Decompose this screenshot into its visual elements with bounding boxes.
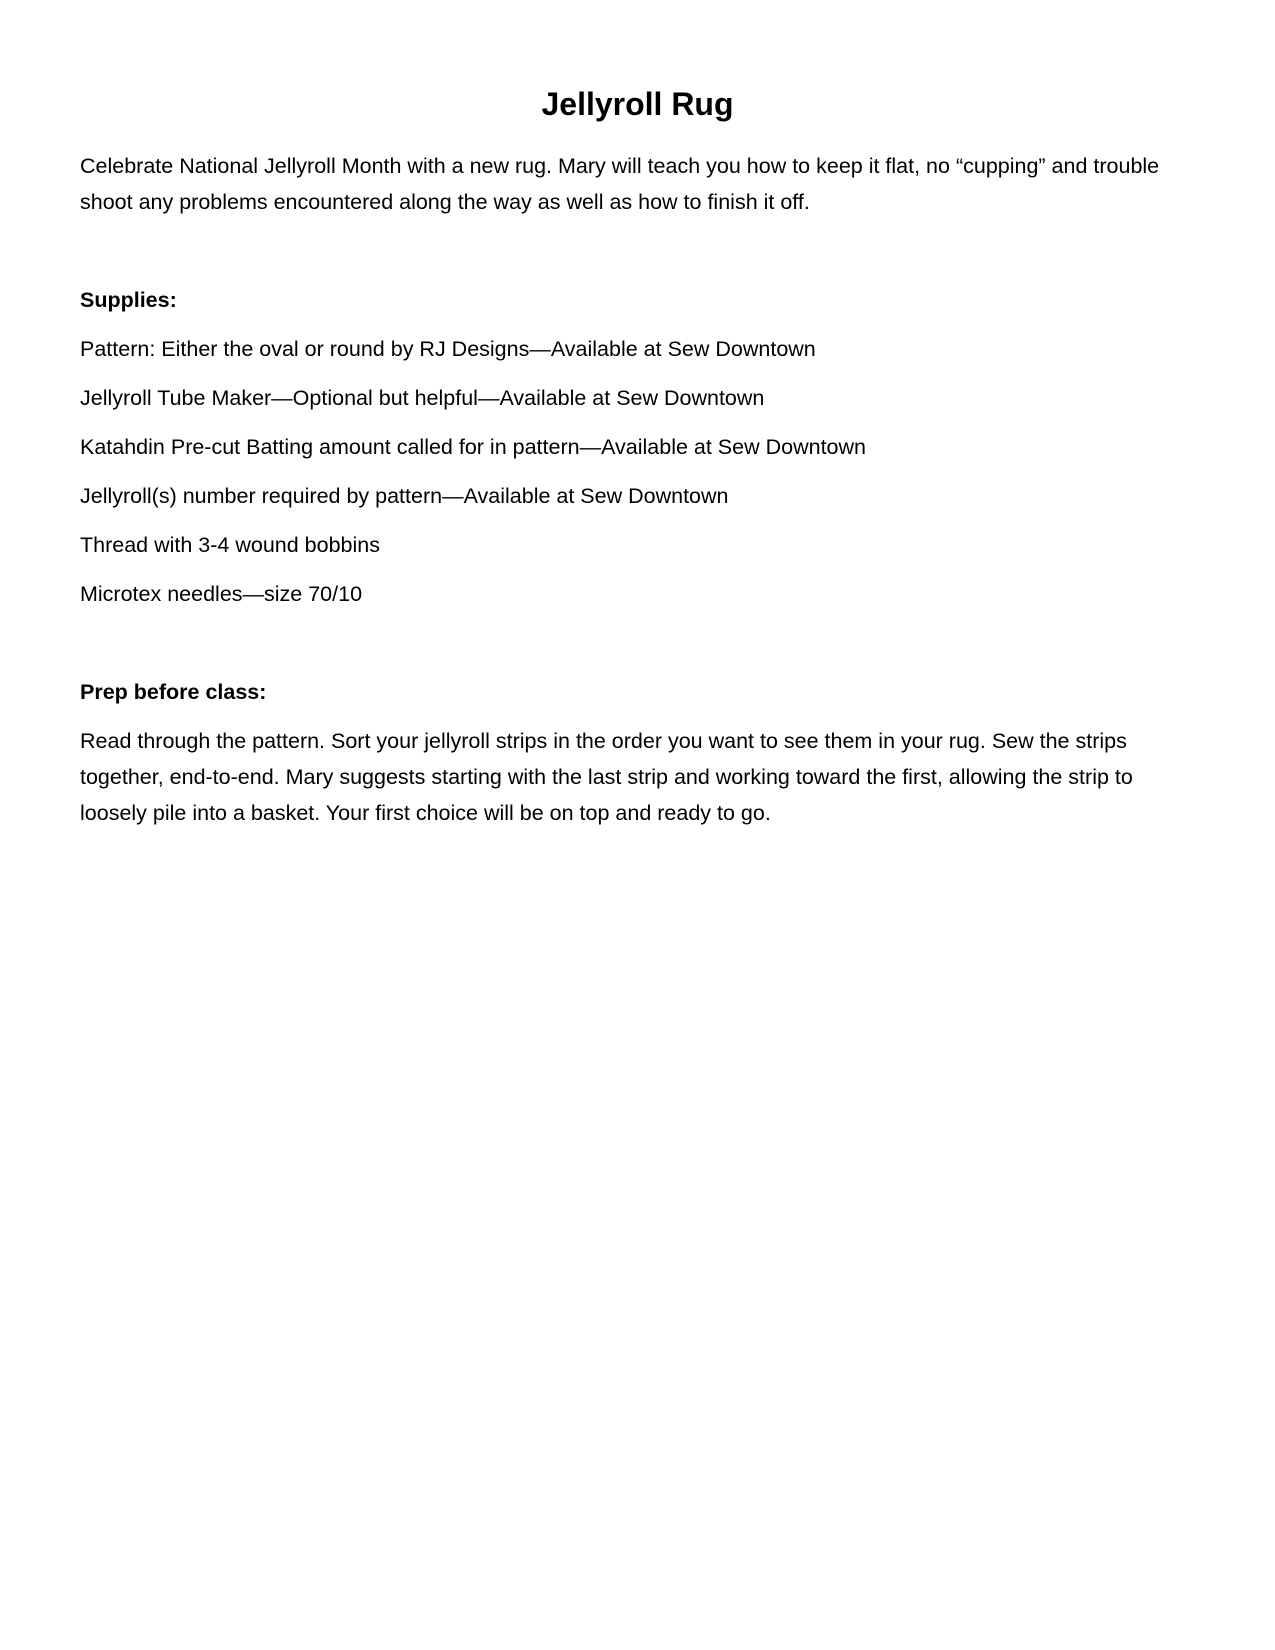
supply-item-thread: Thread with 3-4 wound bobbins	[80, 533, 380, 557]
supplies-list	[80, 331, 1200, 612]
document-body	[80, 148, 1200, 831]
supply-item-pattern: Pattern: Either the oval or round by RJ Designs—Available at Sew Downtown	[80, 337, 816, 361]
intro-paragraph: Celebrate National Jellyroll Month with a new rug. Mary will teach you how to keep it flat, no “cupping” and trouble shoot any problems encountered along the way as well as how to finish it off.	[80, 154, 1160, 214]
supply-item-batting: Katahdin Pre-cut Batting amount called for in pattern—Available at Sew Downtown	[80, 435, 866, 459]
prep-heading: Prep before class:	[80, 680, 267, 704]
prep-paragraph: Read through the pattern. Sort your jellyroll strips in the order you want to see them in your rug. Sew the strips together, end-to-end. Mary suggests starting with the last strip and working toward the first, allowing the strip to loosely pile into a basket. Your first choice will be on top and ready to go.	[80, 729, 1133, 825]
supplies-heading: Supplies:	[80, 288, 177, 312]
supply-item-jellyroll: Jellyroll(s) number required by pattern—Available at Sew Downtown	[80, 484, 729, 508]
supply-item-tube-maker: Jellyroll Tube Maker—Optional but helpful—Available at Sew Downtown	[80, 386, 765, 410]
supply-item-needles: Microtex needles—size 70/10	[80, 582, 363, 606]
document-title: Jellyroll Rug	[541, 86, 734, 122]
